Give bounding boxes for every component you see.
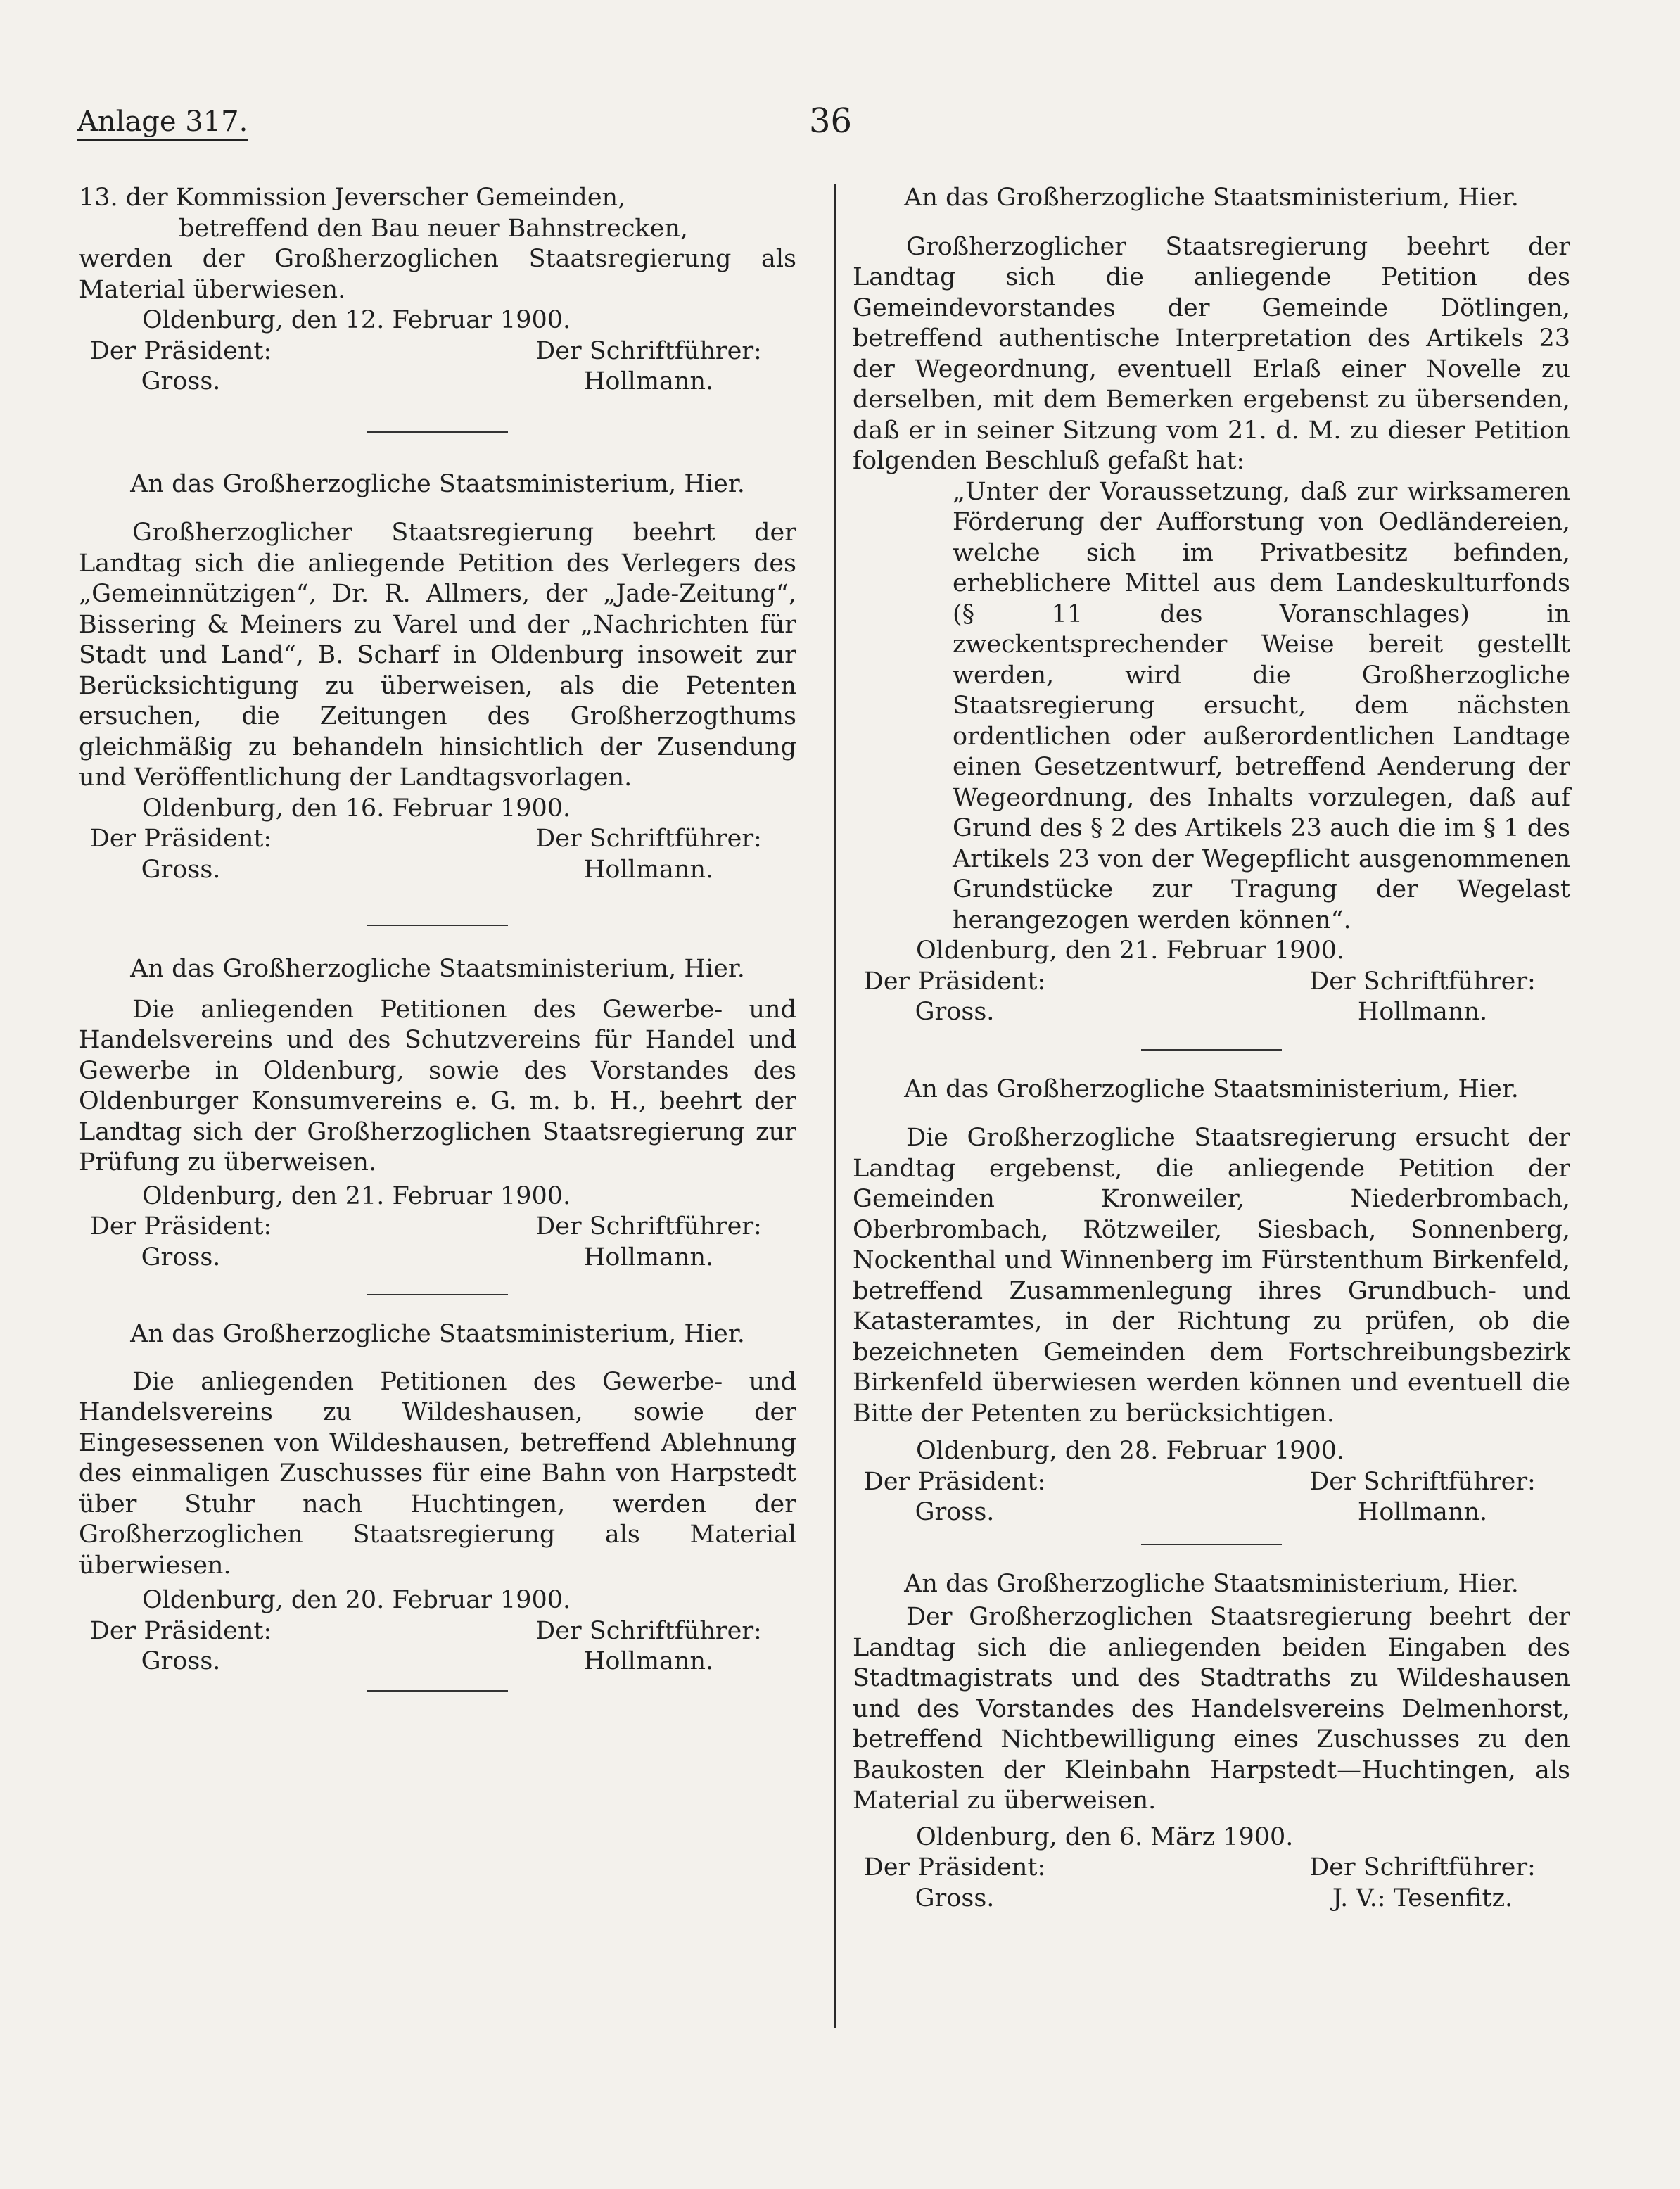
section-separator	[367, 431, 508, 433]
president-name: Gross.	[141, 855, 221, 884]
signature-titles	[853, 1467, 1570, 1498]
signature-titles	[79, 1212, 796, 1243]
signature-titles	[79, 1616, 796, 1647]
president-title: Der Präsident:	[89, 336, 272, 365]
signature-names	[853, 1497, 1570, 1528]
date-line: Oldenburg, den 21. Februar 1900.	[142, 1181, 571, 1210]
secretary-title: Der Schriftführer:	[535, 825, 762, 853]
letter-address: An das Großherzogliche Staatsministerium, Hier.	[130, 955, 745, 983]
date-line: Oldenburg, den 21. Februar 1900.	[916, 937, 1345, 965]
section-separator	[367, 1690, 508, 1692]
secretary-name: Hollmann.	[583, 1647, 714, 1675]
date-line: Oldenburg, den 6. März 1900.	[916, 1822, 1294, 1851]
column-divider	[834, 184, 836, 2028]
secretary-name: Hollmann.	[583, 367, 714, 395]
date-line: Oldenburg, den 16. Februar 1900.	[142, 794, 571, 823]
letter-body: Die anliegenden Petitionen des Gewerbe- und Handelsvereins und des Schutzvereins für Handel und Gewerbe in Oldenburg, sowie des Vorstandes des Oldenburger Konsumvereins e. G. m. b. H., beehrt der Landtag sich der Großherzoglichen Staatsregierung zur Prüfung zu überweisen.	[79, 995, 796, 1176]
section-separator	[367, 1294, 508, 1295]
president-name: Gross.	[141, 367, 221, 395]
signature-names	[79, 1243, 796, 1274]
letter-block	[79, 954, 796, 1273]
resolution-quote: „Unter der Voraussetzung, daß zur wirksameren Förderung der Aufforstung von Oedländereien, welche sich im Privatbesitz befinden, erheblichere Mittel aus dem Landeskulturfonds (§ 11 des Voranschlages) in zweckentsprechender Weise bereit gestellt werden, wird die Großherzogliche Staatsregierung ersucht, dem nächsten ordentlichen oder außerordentlichen Landtage einen Gesetzentwurf, betreffend Aenderung der Wegeordnung, des Inhalts vorzulegen, daß auf Grund des § 2 des Artikels 23 auch die im § 1 des Artikels 23 von der Wegepflicht ausgenommenen Grundstücke zur Tragung der Wegelast herangezogen werden können“.	[953, 477, 1570, 934]
appendix-label: Anlage 317.	[77, 106, 248, 141]
signature-names	[79, 367, 796, 398]
secretary-name: Hollmann.	[1357, 1498, 1488, 1526]
page-number: 36	[809, 101, 853, 141]
right-column	[853, 183, 1570, 1914]
secretary-title: Der Schriftführer:	[1309, 967, 1536, 996]
section-separator	[1141, 1544, 1282, 1545]
president-title: Der Präsident:	[89, 1616, 272, 1645]
letter-address: An das Großherzogliche Staatsministerium, Hier.	[904, 1569, 1519, 1598]
date-line: Oldenburg, den 20. Februar 1900.	[142, 1586, 571, 1614]
letter-body: Die anliegenden Petitionen des Gewerbe- und Handelsvereins zu Wildeshausen, sowie der Eingesessenen von Wildeshausen, betreffend Ablehnung des einmaligen Zuschusses für eine Bahn von Harpstedt über Stuhr nach Huchtingen, werden der Großherzoglichen Staatsregierung als Material überwiesen.	[79, 1367, 796, 1580]
letter-address: An das Großherzogliche Staatsministerium, Hier.	[904, 184, 1519, 212]
signature-titles	[79, 336, 796, 367]
president-title: Der Präsident:	[89, 1212, 272, 1241]
president-name: Gross.	[915, 1498, 995, 1526]
president-name: Gross.	[141, 1647, 221, 1675]
secretary-title: Der Schriftführer:	[1309, 1467, 1536, 1496]
president-name: Gross.	[915, 998, 995, 1026]
letter-block	[853, 1569, 1570, 1915]
item-line: betreffend den Bau neuer Bahnstrecken,	[179, 214, 689, 243]
letter-body: Großherzoglicher Staatsregierung beehrt der Landtag sich die anliegende Petition des Gemeindevorstandes der Gemeinde Dötlingen, betreffend authentische Interpretation des Artikels 23 der Wegeordnung, eventuell Erlaß einer Novelle zu derselben, mit dem Bemerken ergebenst zu übersenden, daß er in seiner Sitzung vom 21. d. M. zu dieser Petition folgenden Beschluß gefaßt hat:	[853, 232, 1570, 475]
president-title: Der Präsident:	[863, 967, 1046, 996]
secretary-name: J. V.: Tesenfitz.	[1332, 1884, 1513, 1912]
secretary-title: Der Schriftführer:	[535, 336, 762, 365]
letter-block	[853, 183, 1570, 1028]
page-header	[77, 101, 1583, 155]
letter-block	[79, 469, 796, 886]
president-title: Der Präsident:	[89, 825, 272, 853]
letter-block	[853, 1074, 1570, 1528]
secretary-name: Hollmann.	[583, 1243, 714, 1271]
signature-titles	[853, 967, 1570, 998]
president-name: Gross.	[141, 1243, 221, 1271]
date-line: Oldenburg, den 12. Februar 1900.	[142, 306, 571, 334]
item-13	[79, 183, 796, 398]
item-line: 13. der Kommission Jeverscher Gemeinden,	[79, 184, 626, 212]
signature-names	[79, 1646, 796, 1677]
signature-titles	[79, 824, 796, 855]
secretary-name: Hollmann.	[583, 855, 714, 884]
letter-body: Die Großherzogliche Staatsregierung ersucht der Landtag ergebenst, die anliegende Petition der Gemeinden Kronweiler, Niederbrombach, Oberbrombach, Rötzweiler, Siesbach, Sonnenberg, Nockenthal und Winnenberg im Fürstenthum Birkenfeld, betreffend Zusammenlegung ihres Grundbuch- und Katasteramtes, in der Richtung zu prüfen, ob die bezeichneten Gemeinden dem Fortschreibungsbezirk Birkenfeld überwiesen werden können und eventuell die Bitte der Petenten zu berücksichtigen.	[853, 1124, 1570, 1428]
letter-address: An das Großherzogliche Staatsministerium, Hier.	[130, 469, 745, 498]
secretary-title: Der Schriftführer:	[535, 1212, 762, 1241]
signature-names	[853, 997, 1570, 1028]
president-title: Der Präsident:	[863, 1467, 1046, 1496]
signature-titles	[853, 1853, 1570, 1884]
letter-body: Großherzoglicher Staatsregierung beehrt der Landtag sich die anliegende Petition des Verlegers des „Gemeinnützigen“, Dr. R. Allmers, der „Jade-Zeitung“, Bissering & Meiners zu Varel und der „Nachrichten für Stadt und Land“, B. Scharf in Oldenburg insoweit zur Berücksichtigung zu überweisen, als die Petenten ersuchen, die Zeitungen des Großherzogthums gleichmäßig zu behandeln hinsichtlich der Zusendung und Veröffentlichung der Landtagsvorlagen.	[79, 519, 796, 792]
secretary-name: Hollmann.	[1357, 998, 1488, 1026]
president-name: Gross.	[915, 1884, 995, 1912]
signature-names	[853, 1884, 1570, 1915]
item-body: werden der Großherzoglichen Staatsregierung als Material überwiesen.	[79, 245, 796, 304]
section-separator	[1141, 1049, 1282, 1051]
section-separator	[367, 925, 508, 926]
letter-address: An das Großherzogliche Staatsministerium, Hier.	[130, 1320, 745, 1348]
letter-address: An das Großherzogliche Staatsministerium, Hier.	[904, 1074, 1519, 1103]
letter-body: Der Großherzoglichen Staatsregierung beehrt der Landtag sich die anliegenden beiden Eingaben des Stadtmagistrats und des Stadtraths zu Wildeshausen und des Vorstandes des Handelsvereins Delmenhorst, betreffend Nichtbewilligung eines Zuschusses zu den Baukosten der Kleinbahn Harpstedt—Huchtingen, als Material zu überweisen.	[853, 1603, 1570, 1815]
letter-block	[79, 1319, 796, 1677]
signature-names	[79, 855, 796, 886]
secretary-title: Der Schriftführer:	[1309, 1853, 1536, 1882]
president-title: Der Präsident:	[863, 1853, 1046, 1882]
secretary-title: Der Schriftführer:	[535, 1616, 762, 1645]
date-line: Oldenburg, den 28. Februar 1900.	[916, 1437, 1345, 1465]
left-column	[79, 183, 796, 1692]
